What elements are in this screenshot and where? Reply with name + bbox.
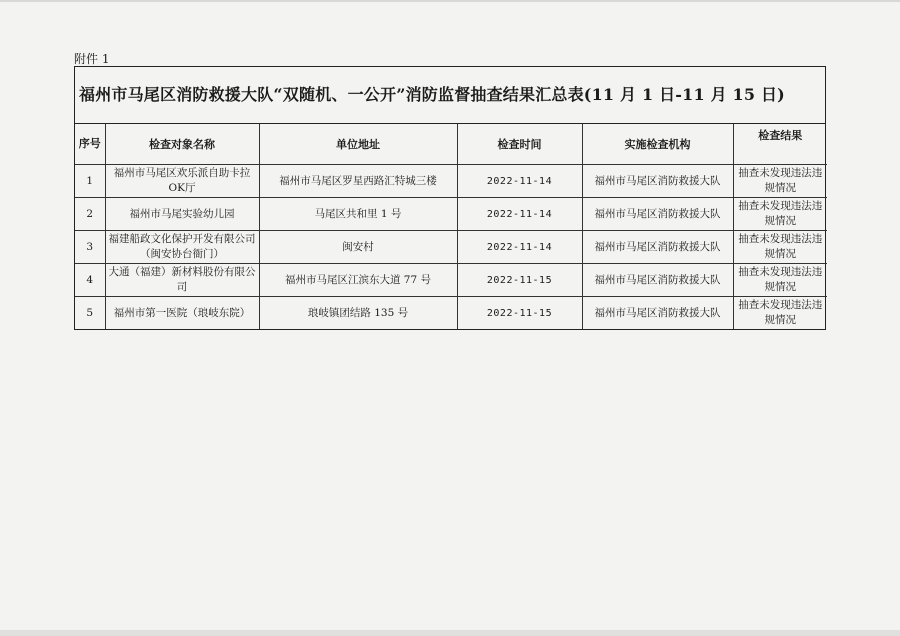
scan-edge-top [0,0,900,2]
document-title: 福州市马尾区消防救援大队“双随机、一公开”消防监督抽查结果汇总表(11 月 1 日-11 月 15 日) [75,67,825,124]
cell-seq: 3 [75,231,105,264]
cell-seq: 4 [75,264,105,297]
cell-agency: 福州市马尾区消防救援大队 [582,297,733,330]
cell-time: 2022-11-14 [457,198,582,231]
cell-address: 闽安村 [259,231,457,264]
cell-result: 抽查未发现违法违规情况 [733,198,827,231]
cell-name: 大通（福建）新材料股份有限公司 [105,264,259,297]
header-result: 检查结果 [733,124,827,165]
cell-time: 2022-11-14 [457,231,582,264]
cell-result: 抽查未发现违法违规情况 [733,231,827,264]
cell-agency: 福州市马尾区消防救援大队 [582,264,733,297]
attachment-label: 附件 1 [74,52,110,66]
table-row [75,165,827,198]
scan-edge-bottom [0,630,900,636]
header-name: 检查对象名称 [105,124,259,165]
results-table [75,124,827,329]
cell-result: 抽查未发现违法违规情况 [733,165,827,198]
table-header-row [75,124,827,165]
cell-time: 2022-11-15 [457,297,582,330]
header-agency: 实施检查机构 [582,124,733,165]
cell-address: 琅岐镇团结路 135 号 [259,297,457,330]
cell-result: 抽查未发现违法违规情况 [733,297,827,330]
cell-time: 2022-11-15 [457,264,582,297]
cell-address: 福州市马尾区江滨东大道 77 号 [259,264,457,297]
table-row [75,264,827,297]
cell-address: 马尾区共和里 1 号 [259,198,457,231]
table-row [75,297,827,330]
header-time: 检查时间 [457,124,582,165]
cell-name: 福州市马尾实验幼儿园 [105,198,259,231]
cell-agency: 福州市马尾区消防救援大队 [582,198,733,231]
cell-name: 福建船政文化保护开发有限公司（闽安协台衙门） [105,231,259,264]
cell-agency: 福州市马尾区消防救援大队 [582,231,733,264]
header-address: 单位地址 [259,124,457,165]
cell-name: 福州市马尾区欢乐派自助卡拉OK厅 [105,165,259,198]
results-sheet [74,66,826,330]
cell-address: 福州市马尾区罗星西路汇特城三楼 [259,165,457,198]
cell-time: 2022-11-14 [457,165,582,198]
table-row [75,231,827,264]
cell-seq: 5 [75,297,105,330]
cell-result: 抽查未发现违法违规情况 [733,264,827,297]
cell-name: 福州市第一医院（琅岐东院） [105,297,259,330]
table-row [75,198,827,231]
cell-seq: 1 [75,165,105,198]
cell-agency: 福州市马尾区消防救援大队 [582,165,733,198]
header-seq: 序号 [75,124,105,165]
cell-seq: 2 [75,198,105,231]
